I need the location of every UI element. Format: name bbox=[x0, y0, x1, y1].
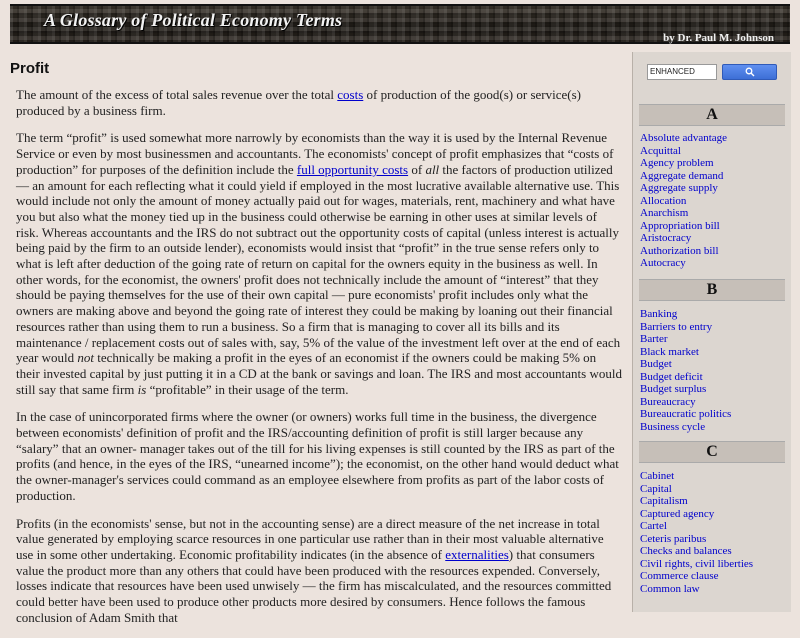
term-link[interactable]: Common law bbox=[640, 582, 700, 595]
paragraph-economists-concept: The term “profit” is used somewhat more narrowly by economists than the way it is used by the Internal Revenue Service or even by most businessmen and accountants. The economists' concept of profit emphasizes that “costs of production” for purposes of the definition include the full opportunity costs of all the factors of production utilized — an amount for each reflecting what it could yield if employed in the most lucrative available alternative use. This would include not only the amount of money actually paid out for wages, materials, rent, machinery and what have you but also what the money tied up in the business could otherwise be earning in other uses at similar levels of risk. Whereas accountants and the IRS do not subtract out the opportunity costs of capital (unless interest is actually being paid by the firm to an outside lender), economists would insist that “profit” in the true sense refers only to what is left after deduction of the going rate of return on capital for the owners equity in the business as well. In other words, for the economist, the owners' profit does not technically include the amount of “interest” that they should be paying themselves for the use of their own capital — pure economists' profit includes only what the owners are making above and beyond the going rate of interest they could be making by loaning out their financial resources rather than using them to run a business. So a firm that is managing to cover all its bills and its maintenance / replacement costs out of sales with, say, 5% of the value of the investment left over at the end of each year would not technically be making a profit in the eyes of an economist if the owners could be making 5% on their invested capital by just putting it in a CD at the bank or savings and loan. The IRS and most accountants would still say that same firm is “profitable” in their usage of the term. bbox=[16, 130, 622, 397]
term-link[interactable]: Budget deficit bbox=[640, 370, 703, 383]
term-link[interactable]: Checks and balances bbox=[640, 545, 732, 557]
term-link[interactable]: Anarchism bbox=[640, 207, 689, 219]
letter-heading-c: C bbox=[639, 441, 785, 463]
term-link[interactable]: Bureaucratic politics bbox=[640, 408, 732, 420]
term-link[interactable]: Allocation bbox=[640, 194, 687, 207]
term-link[interactable]: Aristocracy bbox=[640, 232, 692, 244]
term-link[interactable]: Appropriation bill bbox=[640, 219, 720, 232]
term-link[interactable]: Barter bbox=[640, 333, 668, 345]
term-link[interactable]: Cabinet bbox=[640, 470, 675, 482]
term-link[interactable]: Capital bbox=[640, 482, 672, 495]
glossary-sidebar bbox=[632, 52, 791, 612]
term-link[interactable]: Commerce clause bbox=[640, 570, 719, 582]
site-author: by Dr. Paul M. Johnson bbox=[663, 32, 774, 44]
term-list-b bbox=[640, 308, 786, 433]
term-link[interactable]: Civil rights, civil liberties bbox=[640, 557, 754, 570]
term-list-a bbox=[640, 132, 786, 270]
link-full-opportunity-costs[interactable]: full opportunity costs bbox=[296, 161, 409, 177]
header-banner bbox=[10, 4, 790, 44]
search-input[interactable]: ENHANCED bbox=[647, 64, 717, 80]
term-link[interactable]: Ceteris paribus bbox=[640, 532, 707, 545]
term-link[interactable]: Agency problem bbox=[640, 157, 714, 169]
term-link[interactable]: Budget surplus bbox=[640, 383, 707, 395]
search-button[interactable] bbox=[722, 64, 777, 80]
term-link[interactable]: Captured agency bbox=[640, 507, 715, 520]
term-link[interactable]: Business cycle bbox=[640, 420, 706, 433]
term-list-c bbox=[640, 470, 786, 595]
main-content bbox=[10, 52, 622, 638]
term-link[interactable]: Aggregate demand bbox=[640, 169, 724, 182]
term-link[interactable]: Authorization bill bbox=[640, 244, 719, 257]
letter-heading-a: A bbox=[639, 104, 785, 126]
term-link[interactable]: Budget bbox=[640, 358, 672, 370]
term-link[interactable]: Absolute advantage bbox=[640, 132, 728, 144]
term-link[interactable]: Banking bbox=[640, 308, 678, 320]
paragraph-profit-measure: Profits (in the economists' sense, but not in the accounting sense) are a direct measure of the net increase in total value generated by employing scarce resources in one particular use rather than in their most valuable alternative use in some other undertaking. Economic profitability indicates (in the absence of externalities) that consumers value the product more than any others that could have been produced with the resources expended. Conversely, losses indicate that resources have been used unwisely — the firm has miscalculated, and the resources committed could better have been used to produce other products more desired by consumers. Hence follows the famous conclusion of Adam Smith that bbox=[16, 515, 612, 625]
term-link[interactable]: Cartel bbox=[640, 520, 667, 532]
term-link[interactable]: Bureaucracy bbox=[640, 395, 696, 408]
site-title: A Glossary of Political Economy Terms bbox=[44, 10, 343, 30]
paragraph-definition: The amount of the excess of total sales revenue over the total costs of production of the good(s) or service(s) produced by a business firm. bbox=[16, 87, 581, 118]
term-link[interactable]: Barriers to entry bbox=[640, 320, 713, 333]
term-link[interactable]: Black market bbox=[640, 345, 699, 358]
term-link[interactable]: Autocracy bbox=[640, 257, 686, 269]
term-link[interactable]: Capitalism bbox=[640, 495, 688, 507]
term-link[interactable]: Aggregate supply bbox=[640, 182, 718, 194]
search-icon bbox=[745, 67, 755, 77]
page-title: Profit bbox=[10, 60, 50, 77]
link-externalities[interactable]: externalities bbox=[445, 546, 509, 562]
term-link[interactable]: Acquittal bbox=[640, 144, 681, 157]
paragraph-unincorporated-firms: In the case of unincorporated firms where the owner (or owners) works full time in the business, the divergence between economists' definition of profit and the IRS/accounting definition of profit is still larger because any “salary” that an owner- manager takes out of the till for his living expenses is still counted by the IRS as part of the profits (and hence, in the eyes of the IRS, “unearned income”); the economist, on the other hand would deduct what the owner-manager's services could command as an employee elsewhere from profits as part of the labor costs of production. bbox=[16, 409, 619, 503]
letter-heading-b: B bbox=[639, 279, 785, 301]
link-costs[interactable]: costs bbox=[337, 87, 364, 102]
search-bar bbox=[647, 64, 777, 80]
